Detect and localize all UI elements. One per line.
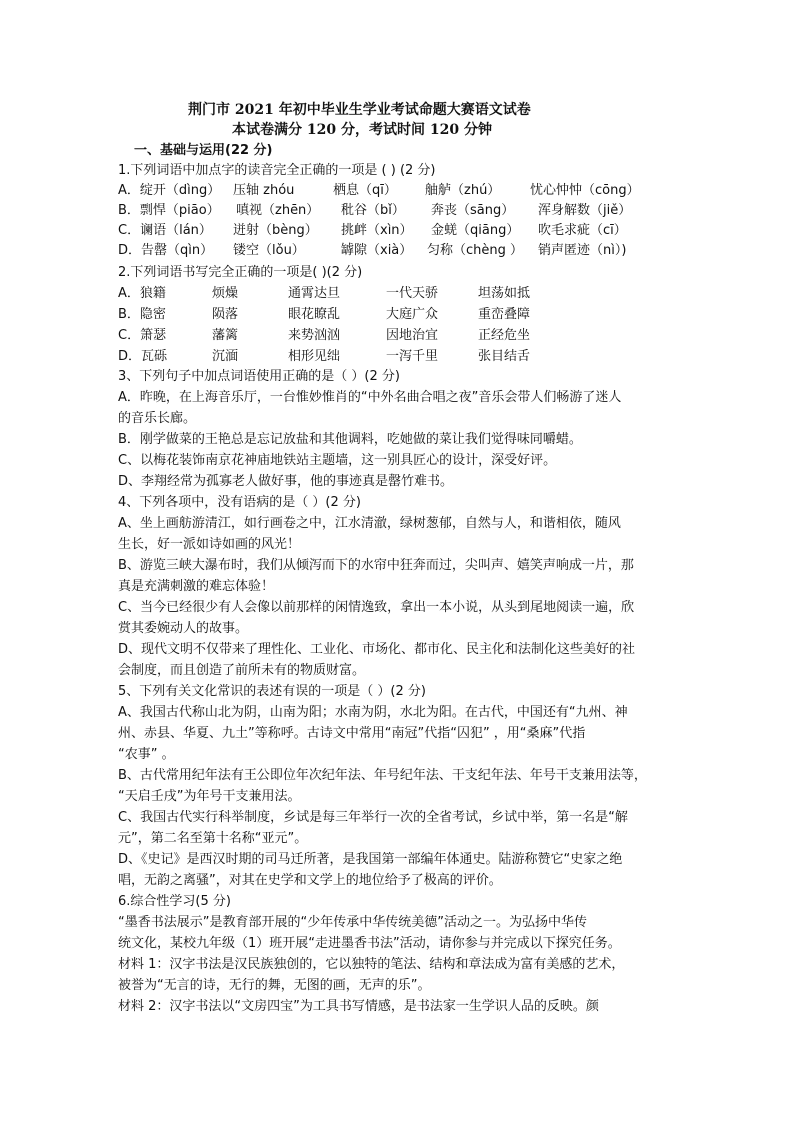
q5-line: 州、赤县、华夏、九土”等称呼。古诗文中常用“南冠”代指“囚犯” ，用“桑麻”代指 bbox=[118, 726, 586, 741]
q1-option-a-word5: 忧心忡忡（cōng） bbox=[530, 183, 640, 198]
q5-line: C、我国古代实行科举制度，乡试是每三年举行一次的全省考试，乡试中举，第一名是“解 bbox=[118, 810, 628, 825]
q1-option-c-word5: 吹毛求疵（cī） bbox=[538, 223, 627, 238]
q1-option-c-word2: 迸射（bèng） bbox=[233, 223, 318, 238]
q5-line: 元”，第二名至第十名称“亚元”。 bbox=[118, 831, 308, 846]
q4-line: 会制度，而且创造了前所未有的物质财富。 bbox=[118, 663, 366, 678]
section-heading: 一、基础与运用(22 分) bbox=[134, 143, 273, 158]
q3-line: D、李翔经常为孤寡老人做好事，他的事迹真是罄竹难书。 bbox=[118, 474, 454, 489]
q1-option-c-word3: 挑衅（xìn） bbox=[341, 223, 413, 238]
q5-line: B、古代常用纪年法有王公即位年次纪年法、年号纪年法、干支纪年法、年号干支兼用法等， bbox=[118, 768, 647, 783]
q2-option-b-word2: 陨落 bbox=[212, 307, 239, 322]
q2-option-a-word2: 烦燥 bbox=[212, 286, 239, 301]
q1-option-c-word4: 金蜣（qiāng） bbox=[431, 223, 520, 238]
q3-line: B．刚学做菜的王艳总是忘记放盐和其他调料，吃她做的菜让我们觉得味同嚼蜡。 bbox=[118, 432, 582, 447]
q1-option-b-word5: 浑身解数（jiě） bbox=[538, 203, 632, 218]
q4-line: C、当今已经很少有人会像以前那样的闲情逸致，拿出一本小说，从头到尾地阅读一遍，欣 bbox=[118, 600, 635, 615]
q3-line: 的音乐长廊。 bbox=[118, 411, 197, 426]
exam-subtitle: 本试卷满分 120 分，考试时间 120 分钟 bbox=[232, 122, 492, 138]
q5-line: 唱，无韵之离骚”，对其在史学和文学上的地位给予了极高的评价。 bbox=[118, 873, 502, 888]
q5-line: D、《史记》是西汉时期的司马迁所著，是我国第一部编年体通史。陆游称赞它“史家之绝 bbox=[118, 852, 623, 867]
q1-option-a-word4: 舳舻（zhú） bbox=[425, 183, 501, 198]
q2-option-a-word4: 一代天骄 bbox=[386, 286, 439, 301]
question-5-stem: 5、下列有关文化常识的表述有误的一项是（ ）(2 分) bbox=[118, 684, 426, 699]
q2-option-b-word3: 眼花瞭乱 bbox=[288, 307, 341, 322]
q1-option-a-word2: 压轴 zhóu bbox=[233, 183, 295, 198]
q4-line: 生长，好一派如诗如画的风光！ bbox=[118, 537, 301, 552]
q6-line: “墨香书法展示”是教育部开展的“少年传承中华传统美德”活动之一。为弘扬中华传 bbox=[118, 915, 587, 930]
q2-option-c-word4: 因地治宜 bbox=[386, 328, 439, 343]
q1-option-a-word3: 栖息（qī） bbox=[333, 183, 397, 198]
q3-line: C、以梅花装饰南京花神庙地铁站主题墙，这一别具匠心的设计，深受好评。 bbox=[118, 453, 557, 468]
q2-option-c-word1: C．箫瑟 bbox=[118, 328, 167, 343]
q2-option-a-word5: 坦荡如抵 bbox=[478, 286, 531, 301]
q1-option-a-word1: A．绽开（dìng） bbox=[118, 183, 221, 198]
q2-option-b-word1: B．隐密 bbox=[118, 307, 166, 322]
q1-option-b-word1: B．剽悍（piāo） bbox=[118, 203, 220, 218]
q6-line: 统文化，某校九年级（1）班开展“走进墨香书法”活动，请你参与并完成以下探究任务。 bbox=[118, 936, 621, 951]
q4-line: A、坐上画舫游清江，如行画卷之中，江水清澈，绿树葱郁，自然与人，和谐相依，随风 bbox=[118, 516, 621, 531]
q2-option-c-word3: 来势汹汹 bbox=[288, 328, 341, 343]
q2-option-b-word5: 重峦叠障 bbox=[478, 307, 531, 322]
q1-option-d-word5: 销声匿迹（nì）) bbox=[538, 243, 627, 258]
question-1-stem: 1.下列词语中加点字的读音完全正确的一项是 ( ) (2 分) bbox=[118, 163, 436, 178]
q5-line: A、我国古代称山北为阴，山南为阳；水南为阴，水北为阳。在古代，中国还有“九州、神 bbox=[118, 705, 628, 720]
question-6-stem: 6.综合性学习(5 分) bbox=[118, 894, 231, 909]
q2-option-d-word1: D．瓦砾 bbox=[118, 349, 168, 364]
q1-option-b-word4: 奔丧（sāng） bbox=[431, 203, 515, 218]
q5-line: “农事” 。 bbox=[118, 747, 175, 762]
q2-option-a-word3: 通霄达旦 bbox=[288, 286, 341, 301]
question-3-stem: 3、下列句子中加点词语使用正确的是（ ）(2 分) bbox=[118, 369, 400, 384]
q1-option-b-word3: 秕谷（bǐ） bbox=[341, 203, 405, 218]
q1-option-c-word1: C．谰语（lán） bbox=[118, 223, 212, 238]
q6-line: 材料 2：汉字书法以“文房四宝”为工具书写情感，是书法家一生学识人品的反映。颜 bbox=[118, 999, 599, 1014]
q2-option-c-word2: 藩篱 bbox=[212, 328, 239, 343]
q2-option-a-word1: A．狼籍 bbox=[118, 286, 166, 301]
q2-option-b-word4: 大庭广众 bbox=[386, 307, 439, 322]
q1-option-b-word2: 嗔视（zhēn） bbox=[236, 203, 320, 218]
q1-option-d-word3: 罅隙（xià） bbox=[341, 243, 413, 258]
q1-option-d-word4: 匀称（chèng ） bbox=[427, 243, 524, 258]
q2-option-d-word4: 一泻千里 bbox=[386, 349, 439, 364]
q4-line: 真是充满刺激的难忘体验！ bbox=[118, 579, 275, 594]
q1-option-d-word1: D．告罄（qìn） bbox=[118, 243, 214, 258]
q6-line: 材料 1：汉字书法是汉民族独创的，它以独特的笔法、结构和章法成为富有美感的艺术， bbox=[118, 957, 625, 972]
exam-title: 荆门市 2021 年初中毕业生学业考试命题大赛语文试卷 bbox=[188, 102, 531, 118]
q6-line: 被誉为“无言的诗，无行的舞，无图的画，无声的乐”。 bbox=[118, 978, 431, 993]
q3-line: A．昨晚，在上海音乐厅，一台惟妙惟肖的“中外名曲合唱之夜”音乐会带人们畅游了迷人 bbox=[118, 390, 622, 405]
q2-option-d-word2: 沉湎 bbox=[212, 349, 239, 364]
question-2-stem: 2.下列词语书写完全正确的一项是( )(2 分) bbox=[118, 265, 363, 280]
q4-line: 赏其委婉动人的故事。 bbox=[118, 621, 249, 636]
q4-line: D、现代文明不仅带来了理性化、工业化、市场化、都市化、民主化和法制化这些美好的社 bbox=[118, 642, 636, 657]
q4-line: B、游览三峡大瀑布时，我们从倾泻而下的水帘中狂奔而过，尖叫声、嬉笑声响成一片，那 bbox=[118, 558, 634, 573]
q2-option-d-word5: 张目结舌 bbox=[478, 349, 531, 364]
q1-option-d-word2: 镂空（lǒu） bbox=[233, 243, 305, 258]
q5-line: “天启壬戌”为年号干支兼用法。 bbox=[118, 789, 301, 804]
q2-option-c-word5: 正经危坐 bbox=[478, 328, 531, 343]
q2-option-d-word3: 相形见绌 bbox=[288, 349, 341, 364]
question-4-stem: 4、下列各项中，没有语病的是（ ）(2 分) bbox=[118, 495, 361, 510]
